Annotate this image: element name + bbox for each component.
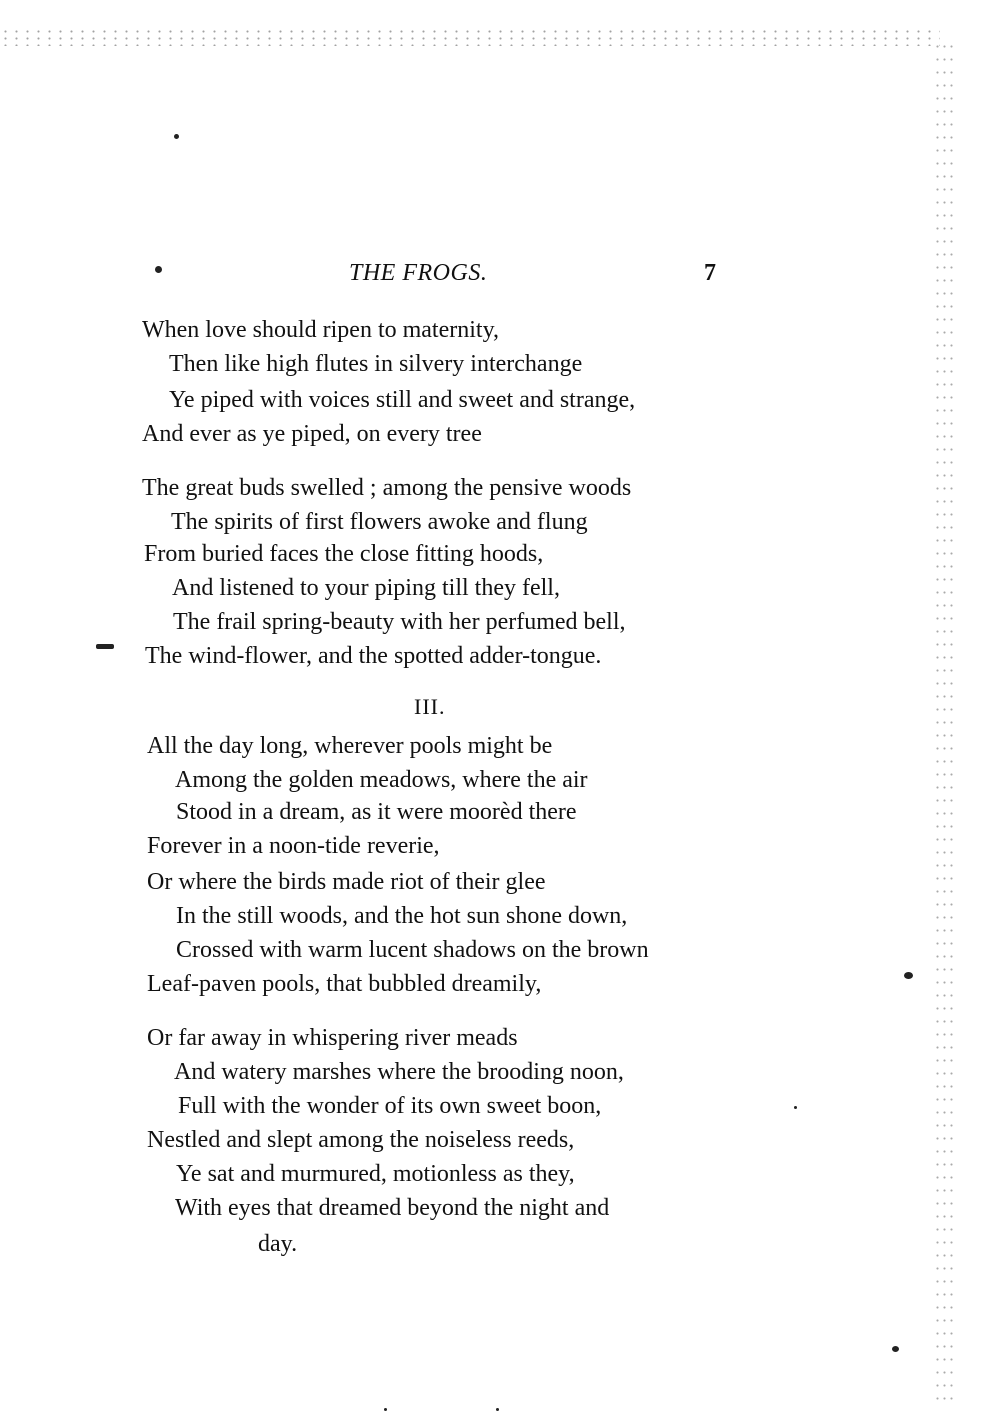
poem-line: When love should ripen to maternity, <box>142 317 500 343</box>
poem-line: Or far away in whispering river meads <box>147 1025 518 1051</box>
poem-line: The great buds swelled ; among the pensive woods <box>142 475 632 501</box>
scan-speck <box>892 1346 899 1352</box>
poem-line: Then like high flutes in silvery interchange <box>169 351 583 377</box>
scan-speck <box>174 134 179 139</box>
poem-line: Forever in a noon-tide reverie, <box>147 833 440 859</box>
poem-line: Nestled and slept among the noiseless reeds, <box>147 1127 575 1153</box>
scan-speck <box>384 1408 387 1411</box>
poem-line: The frail spring-beauty with her perfumed bell, <box>173 609 626 635</box>
scan-speck <box>794 1106 797 1109</box>
scan-noise-right <box>934 40 956 1410</box>
scan-speck <box>96 644 114 649</box>
running-title: THE FROGS. <box>349 260 488 286</box>
poem-line: The spirits of first flowers awoke and flung <box>171 509 588 535</box>
poem-line: Leaf-paven pools, that bubbled dreamily, <box>147 971 542 997</box>
scan-noise-top <box>0 28 940 46</box>
poem-line: Stood in a dream, as it were moorèd there <box>176 799 577 825</box>
poem-line: In the still woods, and the hot sun shone down, <box>176 903 628 929</box>
section-numeral: III. <box>414 694 446 719</box>
poem-line: The wind-flower, and the spotted adder-tongue. <box>145 643 602 669</box>
poem-line: And ever as ye piped, on every tree <box>142 421 482 447</box>
poem-line: Crossed with warm lucent shadows on the brown <box>176 937 649 963</box>
scan-speck <box>904 972 913 979</box>
poem-line: Ye sat and murmured, motionless as they, <box>176 1161 575 1187</box>
poem-line: All the day long, wherever pools might be <box>147 733 553 759</box>
poem-line: Ye piped with voices still and sweet and strange, <box>169 387 636 413</box>
poem-line: From buried faces the close fitting hoods, <box>144 541 544 567</box>
poem-line: Among the golden meadows, where the air <box>175 767 588 793</box>
scan-speck <box>496 1408 499 1411</box>
poem-line: With eyes that dreamed beyond the night and <box>175 1195 610 1221</box>
poem-line: Or where the birds made riot of their glee <box>147 869 546 895</box>
page-header <box>0 260 1000 292</box>
page-number: 7 <box>704 260 716 286</box>
poem-line: And watery marshes where the brooding noon, <box>174 1059 624 1085</box>
poem-line: And listened to your piping till they fell, <box>172 575 560 601</box>
poem-line: Full with the wonder of its own sweet boon, <box>178 1093 602 1119</box>
poem-line: day. <box>258 1231 298 1257</box>
